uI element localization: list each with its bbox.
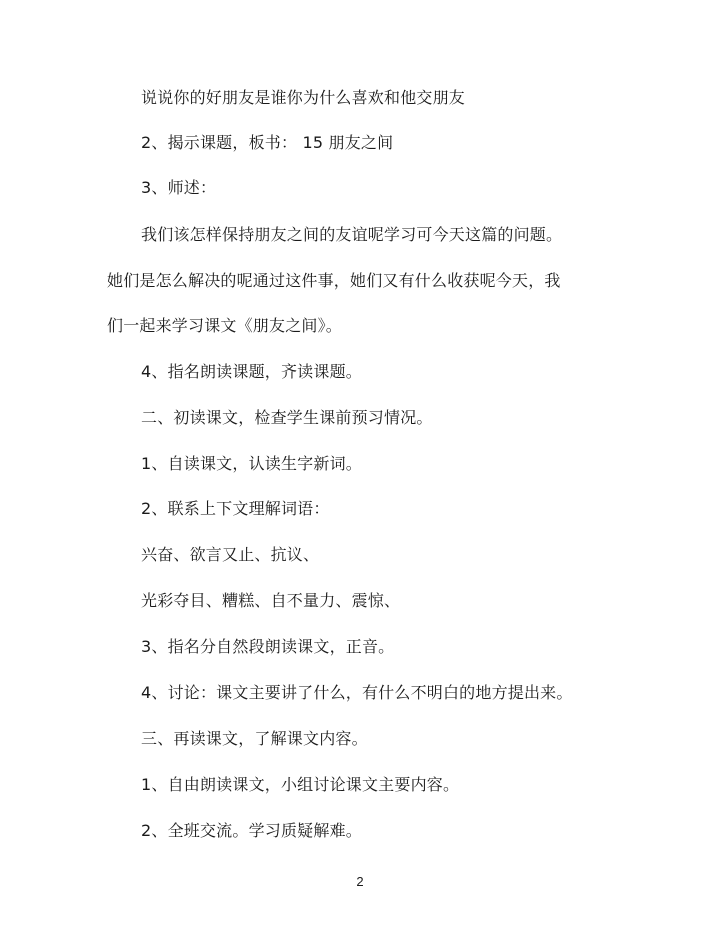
text-line: 们一起来学习课文《朋友之间》。	[107, 316, 343, 335]
text-line: 2、联系上下文理解词语：	[141, 499, 330, 518]
text-line: 1、自由朗读课文，小组讨论课文主要内容。	[141, 775, 460, 794]
text-line: 2、全班交流。学习质疑解难。	[141, 821, 362, 840]
text-line: 3、师述：	[141, 178, 217, 197]
text-line: 2、揭示课题，板书： 15 朋友之间	[141, 133, 394, 152]
text-line: 我们该怎样保持朋友之间的友谊呢学习可今天这篇的问题。	[141, 225, 563, 244]
text-line: 4、指名朗读课题，齐读课题。	[141, 362, 362, 381]
text-line: 4、讨论：课文主要讲了什么，有什么不明白的地方提出来。	[141, 683, 573, 702]
text-line: 三、再读课文，了解课文内容。	[141, 729, 368, 748]
text-line: 1、自读课文，认读生字新词。	[141, 454, 362, 473]
text-line: 二、初读课文，检查学生课前预习情况。	[141, 408, 433, 427]
text-line: 光彩夺目、糟糕、自不量力、震惊、	[141, 591, 401, 610]
text-line: 说说你的好朋友是谁你为什么喜欢和他交朋友	[141, 88, 466, 107]
text-line: 兴奋、欲言又止、抗议、	[141, 545, 320, 564]
page-number: 2	[356, 874, 364, 889]
text-line: 她们是怎么解决的呢通过这件事，她们又有什么收获呢今天，我	[107, 271, 561, 290]
text-line: 3、指名分自然段朗读课文，正音。	[141, 637, 395, 656]
